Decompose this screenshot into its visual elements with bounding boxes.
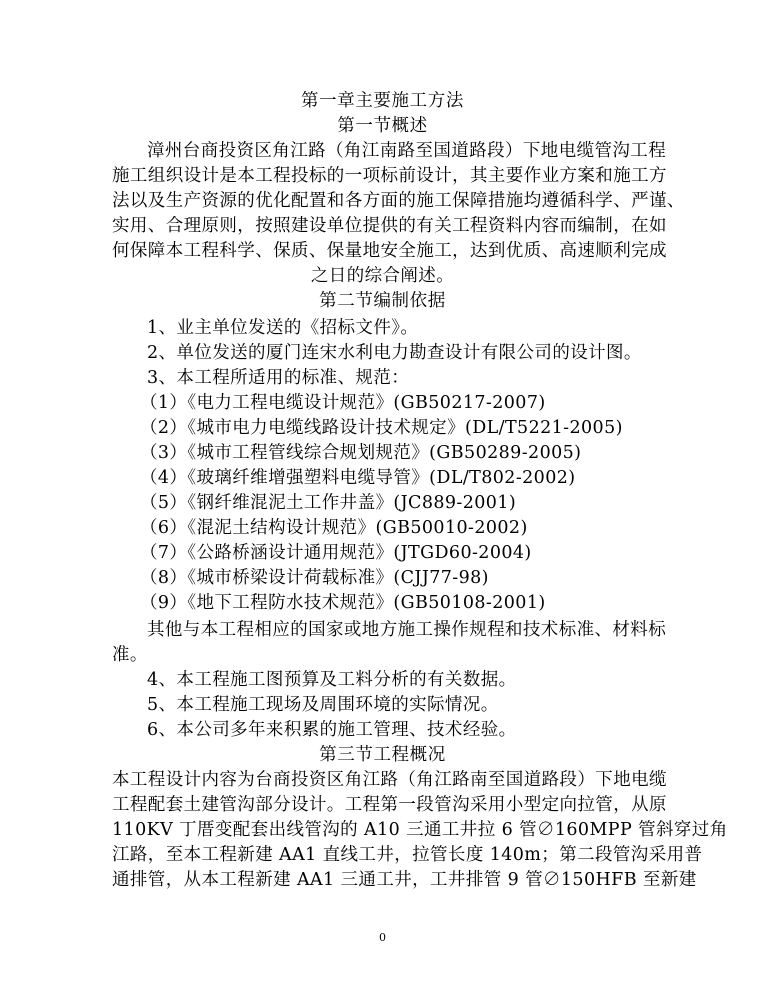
standard-item: （7）《公路桥涵设计通用规范》(JTGD60-2004) [140,543,532,563]
project-line: 工程配套土建管沟部分设计。工程第一段管沟采用小型定向拉管，从原 [112,795,667,815]
page-number: 0 [379,931,386,944]
overview-line: 之日的综合阐述。 [310,266,455,286]
overview-line: 实用、合理原则，按照建设单位提供的有关工程资料内容而编制，在如 [112,216,667,236]
standard-item: （4）《玻璃纤维增强塑料电缆导管》(DL/T802-2002) [140,468,576,488]
basis-item: 4、本工程施工图预算及工料分析的有关数据。 [147,670,517,690]
project-line: 江路，至本工程新建 AA1 直线工井，拉管长度 140m；第二段管沟采用普 [112,845,703,865]
overview-line: 施工组织设计是本工程投标的一项标前设计，其主要作业方案和施工方 [112,166,667,186]
basis-item: 5、本工程施工现场及周围环境的实际情况。 [147,695,499,715]
basis-item: 2、单位发送的厦门连宋水利电力勘查设计有限公司的设计图。 [147,343,642,363]
section-title-basis: 第二节编制依据 [319,291,446,311]
overview-line: 法以及生产资源的优化配置和各方面的施工保障措施均遵循科学、严谨、 [112,191,685,211]
standard-item: （5）《钢纤维混泥土工作井盖》(JC889-2001) [140,493,517,513]
other-standards-line: 其他与本工程相应的国家或地方施工操作规程和技术标准、材料标 [147,620,667,640]
standard-item: （3）《城市工程管线综合规划规范》(GB50289-2005) [140,443,582,463]
project-line: 通排管，从本工程新建 AA1 三通工井，工井排管 9 管∅150HFB 至新建 [112,870,697,890]
section-title-project: 第三节工程概况 [319,745,446,765]
overview-line: 何保障本工程科学、保质、保量地安全施工，达到优质、高速顺利完成 [112,241,667,261]
overview-line: 漳州台商投资区角江路（角江南路至国道路段）下地电缆管沟工程 [147,141,667,161]
chapter-title: 第一章主要施工方法 [301,91,464,111]
standard-item: （1）《电力工程电缆设计规范》(GB50217-2007) [140,393,546,413]
standard-item: （8）《城市桥梁设计荷载标准》(CJJ77-98) [140,568,489,588]
project-line: 本工程设计内容为台商投资区角江路（角江路南至国道路段）下地电缆 [112,770,667,790]
basis-item: 6、本公司多年来积累的施工管理、技术经验。 [147,720,517,740]
standard-item: （6）《混泥土结构设计规范》(GB50010-2002) [140,518,528,538]
standard-item: （2）《城市电力电缆线路设计技术规定》(DL/T5221-2005) [140,418,623,438]
basis-item: 3、本工程所适用的标准、规范： [147,368,410,388]
project-line: 110KV 丁厝变配套出线管沟的 A10 三通工井拉 6 管∅160MPP 管斜穿过角 [112,820,728,840]
basis-item: 1、业主单位发送的《招标文件》。 [147,318,419,338]
other-standards-line: 准。 [112,645,148,665]
standard-item: （9）《地下工程防水技术规范》(GB50108-2001) [140,593,546,613]
section-title-overview: 第一节概述 [337,116,428,136]
